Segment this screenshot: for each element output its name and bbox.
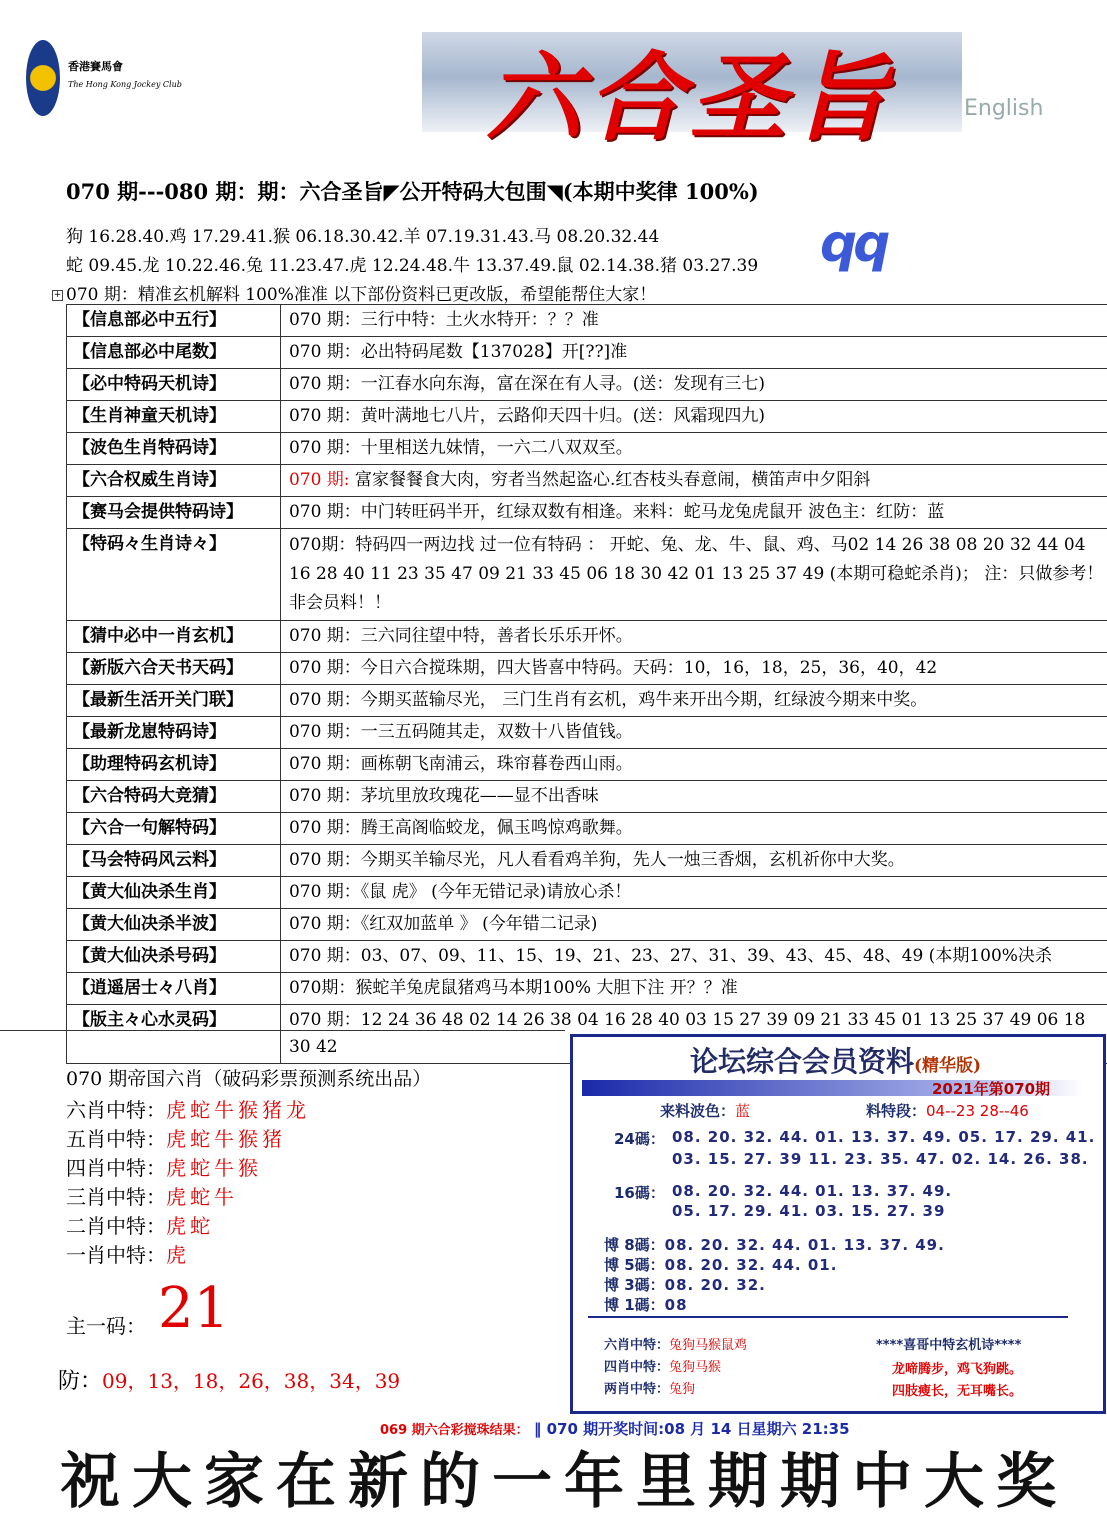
wave-value: 蓝 [735, 1102, 750, 1120]
panel-16-label [614, 1182, 665, 1203]
table-row [67, 305, 1107, 337]
qq-mark: qq [820, 214, 886, 274]
row-label: 【黄大仙决杀号码】 [67, 941, 281, 973]
diguo-label: 五肖中特： [66, 1127, 166, 1151]
table-row [67, 717, 1107, 749]
table-row [67, 845, 1107, 877]
panel-16-b: 05. 17. 29. 41. 03. 15. 27. 39 [672, 1202, 945, 1220]
row-label: 【黄大仙决杀半波】 [67, 909, 281, 941]
table-row [67, 749, 1107, 781]
row-value: 070期：特码四一两边找 过一位有特码 ： 开蛇、兔、龙、牛、鼠、鸡、马02 14 26 38 08 20 32 44 04 16 28 40 11 23 35 47 09 21 33 45 06 18 30 42 01 13 25 37 49 (本期可稳蛇杀肖)； 注：只做参考！非会员料！！ [280, 529, 1107, 621]
row-value: 070 期：中门转旺码半开，红绿双数有相逢。来料：蛇马龙兔虎鼠开 波色主：红防：蓝 [280, 497, 1107, 529]
row-label: 【特码々生肖诗々】 [67, 529, 281, 621]
panel-poem-line-1: 龙啼腾步，鸡飞狗跳。 [892, 1358, 1022, 1377]
row-value: 070 期：一江春水向东海，富在深在有人寻。(送：发现有三七) [280, 369, 1107, 401]
row-value: 070 期：12 24 36 48 02 14 26 38 04 16 28 40 03 15 27 39 09 21 33 45 01 13 25 37 49 06 18 30 42 [280, 1005, 1107, 1064]
diguo-line [66, 1123, 286, 1152]
diguo-label: 四肖中特： [66, 1156, 166, 1180]
divider [0, 1030, 565, 1031]
footer-line: 069 期六合彩搅珠结果： ‖ 070 期开奖时间:08 月 14 日星期六 21:35 [380, 1418, 850, 1439]
result-label: 069 期六合彩搅珠结果： [380, 1423, 529, 1438]
row-value-prefix: 070 期: [289, 470, 350, 490]
row-label: 【新版六合天书天码】 [67, 653, 281, 685]
row-value: 070 期：今日六合搅珠期，四大皆喜中特码。天码：10，16，18，25，36，40，42 [280, 653, 1107, 685]
panel-title [690, 1040, 981, 1080]
row-label: 【最新龙崽特码诗】 [67, 717, 281, 749]
row-value: 070 期：《鼠 虎》 (今年无错记录)请放心杀！ [280, 877, 1107, 909]
diguo-line [66, 1239, 190, 1268]
table-expand-icon[interactable]: + [52, 290, 63, 301]
table-row [67, 909, 1107, 941]
diguo-values: 虎蛇牛猴猪 [166, 1127, 286, 1151]
table-row [67, 781, 1107, 813]
row-label: 【信息部必中尾数】 [67, 337, 281, 369]
s2-label: 两肖中特： [604, 1382, 669, 1397]
b3-label: 博 3碼： [604, 1276, 665, 1294]
row-label: 【最新生活开关门联】 [67, 685, 281, 717]
panel-24-a: 08. 20. 32. 44. 01. 13. 37. 49. 05. 17. 29. 41. [672, 1128, 1095, 1146]
row-value: 070 期：今期买羊输尽光，凡人看看鸡羊狗，先人一烛三香烟，玄机祈你中大奖。 [280, 845, 1107, 877]
s4-label: 四肖中特： [604, 1360, 669, 1375]
row-label: 【生肖神童天机诗】 [67, 401, 281, 433]
b1-values: 08 [665, 1296, 688, 1314]
b5-label: 博 5碼： [604, 1256, 665, 1274]
row-value-text: 富家餐餐食大肉，穷者当然起盗心.红杏枝头春意闹，横笛声中夕阳斜 [355, 470, 870, 490]
diguo-label: 一肖中特： [66, 1243, 166, 1267]
table-row [67, 465, 1107, 497]
diguo-values: 虎 [166, 1243, 190, 1267]
row-label: 【马会特码风云料】 [67, 845, 281, 877]
table-row [67, 369, 1107, 401]
table-row [67, 813, 1107, 845]
diguo-values: 虎蛇牛猴猪龙 [166, 1098, 310, 1122]
fang-values: 09，13，18，26，38，34，39 [102, 1369, 400, 1393]
diguo-title: 070 期帝国六肖（破码彩票预测系统出品） [66, 1064, 431, 1091]
panel-segment [866, 1100, 1029, 1121]
segment-value: 04--23 28--46 [926, 1102, 1029, 1120]
row-label: 【猜中必中一肖玄机】 [67, 621, 281, 653]
diguo-line [66, 1181, 238, 1210]
table-row [67, 529, 1107, 621]
r24-label: 24碼： [614, 1130, 665, 1148]
diguo-label: 二肖中特： [66, 1214, 166, 1238]
row-value: 070 期：必出特码尾数【137028】开[??]准 [280, 337, 1107, 369]
diguo-line [66, 1210, 214, 1239]
s2-values: 兔狗 [669, 1382, 695, 1397]
row-value: 070 期：一三五码随其走，双数十八皆值钱。 [280, 717, 1107, 749]
row-label: 【助理特码玄机诗】 [67, 749, 281, 781]
row-label: 【六合特码大竞猜】 [67, 781, 281, 813]
row-label: 【逍遥居士々八肖】 [67, 973, 281, 1005]
table-row [67, 973, 1107, 1005]
table-row [67, 621, 1107, 653]
row-value: 070期：猴蛇羊兔虎鼠猪鸡马本期100% 大胆下注 开？？准 [280, 973, 1107, 1005]
b8-values: 08. 20. 32. 44. 01. 13. 37. 49. [665, 1236, 945, 1254]
row-value: 070 期：画栋朝飞南浦云，珠帘暮卷西山雨。 [280, 749, 1107, 781]
row-value: 070 期：《红双加蓝单 》 (今年错二记录) [280, 909, 1107, 941]
diguo-values: 虎蛇牛猴 [166, 1156, 262, 1180]
panel-s6 [604, 1334, 747, 1353]
row-value: 070 期：茅坑里放玫瑰花——显不出香味 [280, 781, 1107, 813]
panel-s2 [604, 1378, 695, 1397]
panel-poem-title: ****喜哥中特玄机诗**** [876, 1334, 1021, 1353]
b8-label: 博 8碼： [604, 1236, 665, 1254]
diguo-values: 虎蛇 [166, 1214, 214, 1238]
row-label: 【六合一句解特码】 [67, 813, 281, 845]
segment-label: 料特段： [866, 1102, 926, 1120]
row-label: 【黄大仙决杀生肖】 [67, 877, 281, 909]
panel-year: 2021年第070期 [932, 1078, 1050, 1099]
page-title: 六合圣旨 [430, 50, 950, 146]
row-label: 【赛马会提供特码诗】 [67, 497, 281, 529]
row-value: 070 期：十里相送九妹情，一六二八双双至。 [280, 433, 1107, 465]
panel-wave [660, 1100, 750, 1121]
panel-16-a: 08. 20. 32. 44. 01. 13. 37. 49. [672, 1182, 952, 1200]
english-link[interactable]: English [964, 96, 1043, 121]
diguo-line [66, 1152, 262, 1181]
table-row [67, 941, 1107, 973]
diguo-values: 虎蛇牛 [166, 1185, 238, 1209]
main-number-label: 主一码： [66, 1310, 146, 1339]
panel-b8 [604, 1234, 945, 1255]
logo-text-en: The Hong Kong Jockey Club [68, 80, 182, 89]
row-label: 【六合权威生肖诗】 [67, 465, 281, 497]
s4-values: 兔狗马猴 [669, 1360, 721, 1375]
s6-values: 兔狗马猴鼠鸡 [669, 1338, 747, 1353]
diguo-label: 三肖中特： [66, 1185, 166, 1209]
row-value: 070 期：腾王高阁临蛟龙，佩玉鸣惊鸡歌舞。 [280, 813, 1107, 845]
zodiac-line-2: 蛇 09.45.龙 10.22.46.兔 11.23.47.虎 12.24.48.牛 13.37.49.鼠 02.14.38.猪 03.27.39 [66, 251, 758, 276]
table-row [67, 433, 1107, 465]
jockey-club-logo-icon [26, 40, 60, 116]
row-value: 070 期：三六同往望中特，善者长乐乐开怀。 [280, 621, 1107, 653]
bottom-banner: 祝大家在新的一年里期期中大奖 [60, 1452, 1068, 1512]
table-row [67, 337, 1107, 369]
panel-divider [588, 1316, 1068, 1318]
table-row [67, 877, 1107, 909]
info-table [66, 304, 1107, 1064]
panel-s4 [604, 1356, 721, 1375]
row-value [280, 465, 1107, 497]
panel-b5 [604, 1254, 837, 1275]
main-number: 21 [158, 1276, 229, 1341]
table-row [67, 401, 1107, 433]
panel-b1 [604, 1294, 688, 1315]
b3-values: 08. 20. 32. [665, 1276, 766, 1294]
table-row [67, 497, 1107, 529]
fang-line [58, 1364, 400, 1395]
row-value: 070 期：黄叶满地七八片，云路仰天四十归。(送：风霜现四九) [280, 401, 1107, 433]
row-label: 【必中特码天机诗】 [67, 369, 281, 401]
intro-text: 070 期：精准玄机解料 100%准准 以下部份资料已更改版，希望能帮住大家！ [66, 280, 656, 305]
panel-poem-line-2: 四肢瘦长，无耳嘴长。 [892, 1380, 1022, 1399]
panel-24-b: 03. 15. 27. 39 11. 23. 35. 47. 02. 14. 26. 38. [672, 1150, 1089, 1168]
b5-values: 08. 20. 32. 44. 01. [665, 1256, 838, 1274]
wave-label: 来料波色： [660, 1102, 735, 1120]
panel-24-label [614, 1128, 665, 1149]
headline: 070 期---080 期：期：六合圣旨◤公开特码大包围◥(本期中奖律 100%) [66, 176, 759, 206]
b1-label: 博 1碼： [604, 1296, 665, 1314]
row-value: 070 期：03、07、09、11、15、19、21、23、27、31、39、43、45、48、49 (本期100%决杀 [280, 941, 1107, 973]
row-label: 【信息部必中五行】 [67, 305, 281, 337]
logo-text-cn: 香港賽馬會 [68, 58, 123, 74]
row-value: 070 期：今期买蓝输尽光， 三门生肖有玄机，鸡牛来开出今期，红绿波今期来中奖。 [280, 685, 1107, 717]
table-row [67, 653, 1107, 685]
diguo-line [66, 1094, 310, 1123]
r16-label: 16碼： [614, 1184, 665, 1202]
row-value: 070 期：三行中特：土火水特开：？？准 [280, 305, 1107, 337]
panel-title-tag: (精华版) [914, 1056, 981, 1076]
row-label: 【版主々心水灵码】 [67, 1005, 281, 1064]
fang-label: 防： [58, 1369, 102, 1394]
diguo-label: 六肖中特： [66, 1098, 166, 1122]
draw-time: 070 期开奖时间:08 月 14 日星期六 21:35 [547, 1420, 850, 1438]
panel-b3 [604, 1274, 766, 1295]
row-label: 【波色生肖特码诗】 [67, 433, 281, 465]
table-row [67, 685, 1107, 717]
zodiac-line-1: 狗 16.28.40.鸡 17.29.41.猴 06.18.30.42.羊 07.19.31.43.马 08.20.32.44 [66, 222, 659, 247]
s6-label: 六肖中特： [604, 1338, 669, 1353]
panel-title-text: 论坛综合会员资料 [690, 1045, 914, 1078]
